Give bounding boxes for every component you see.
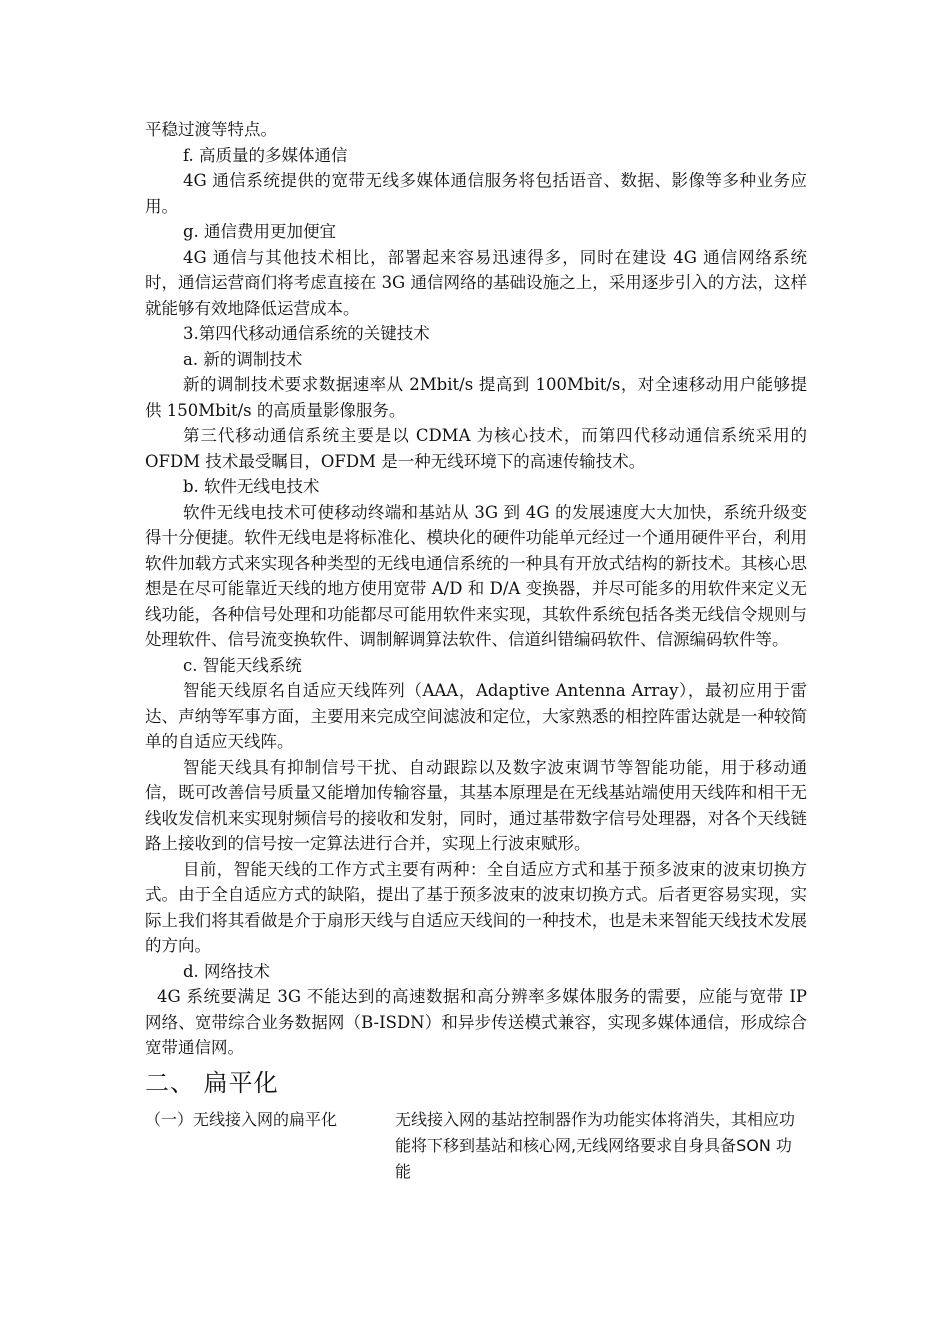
paragraph: 4G 系统要满足 3G 不能达到的高速数据和高分辨率多媒体服务的需要，应能与宽带 IP 网络、宽带综合业务数据网（B-ISDN）和异步传送模式兼容，实现多媒体通信，形成综合宽带通信网。	[145, 987, 807, 1057]
list-heading-c: c. 智能天线系统	[183, 655, 302, 675]
document-body	[145, 117, 807, 1185]
paragraph: 目前，智能天线的工作方式主要有两种：全自适应方式和基于预多波束的波束切换方式。由于全自适应方式的缺陷，提出了基于预多波束的波束切换方式。后者更容易实现，实际上我们将其看做是介于扇形天线与自适应天线间的一种技术，也是未来智能天线技术发展的方向。	[145, 859, 807, 955]
paragraph: 4G 通信系统提供的宽带无线多媒体通信服务将包括语音、数据、影像等多种业务应用。	[145, 171, 807, 216]
list-heading-b: b. 软件无线电技术	[183, 477, 320, 496]
table-row	[145, 1107, 807, 1185]
paragraph: 4G 通信与其他技术相比，部署起来容易迅速得多，同时在建设 4G 通信网络系统时，通信运营商们将考虑直接在 3G 通信网络的基础设施之上，采用逐步引入的方法，这样就能够有效地降低运营成本。	[145, 247, 807, 318]
list-heading-d: d. 网络技术	[183, 961, 271, 981]
section-subheading: 3.第四代移动通信系统的关键技术	[183, 324, 430, 343]
section-heading: 二、 扁平化	[145, 1068, 279, 1097]
paragraph: 软件无线电技术可使移动终端和基站从 3G 到 4G 的发展速度大大加快，系统升级变得十分便捷。软件无线电是将标准化、模块化的硬件功能单元经过一个通用硬件平台，利用软件加载方式来实现各种类型的无线电通信系统的一种具有开放式结构的新技术。其核心思想是在尽可能靠近天线的地方使用宽带 A/D 和 D/A 变换器，并尽可能多的用软件来定义无线功能，各种信号处理和功能都尽可能用软件来实现，其软件系统包括各类无线信令规则与处理软件、信号流变换软件、调制解调算法软件、信道纠错编码软件、信源编码软件等。	[145, 502, 807, 649]
list-heading-f: f. 高质量的多媒体通信	[183, 145, 348, 165]
paragraph: 新的调制技术要求数据速率从 2Mbit/s 提高到 100Mbit/s，对全速移动用户能够提供 150Mbit/s 的高质量影像服务。	[145, 375, 807, 420]
paragraph: 平稳过渡等特点。	[145, 120, 277, 139]
paragraph: 智能天线原名自适应天线阵列（AAA，Adaptive Antenna Array），最初应用于雷达、声纳等军事方面，主要用来完成空间滤波和定位，大家熟悉的相控阵雷达就是一种较简单的自适应天线阵。	[145, 681, 807, 751]
list-heading-a: a. 新的调制技术	[183, 349, 303, 369]
table-cell-label: （一）无线接入网的扁平化	[145, 1109, 338, 1129]
table-cell-description: 无线接入网的基站控制器作为功能实体将消失，其相应功能将下移到基站和核心网,无线网络要求自身具备SON 功能	[395, 1109, 796, 1181]
paragraph: 第三代移动通信系统主要是以 CDMA 为核心技术，而第四代移动通信系统采用的 OFDM 技术最受瞩目，OFDM 是一种无线环境下的高速传输技术。	[145, 426, 807, 471]
list-heading-g: g. 通信费用更加便宜	[183, 222, 337, 241]
paragraph: 智能天线具有抑制信号干扰、自动跟踪以及数字波束调节等智能功能，用于移动通信，既可改善信号质量又能增加传输容量，其基本原理是在无线基站端使用天线阵和相干无线收发信机来实现射频信号的接收和发射，同时，通过基带数字信号处理器，对各个天线链路上接收到的信号按一定算法进行合并，实现上行波束赋形。	[145, 757, 807, 853]
